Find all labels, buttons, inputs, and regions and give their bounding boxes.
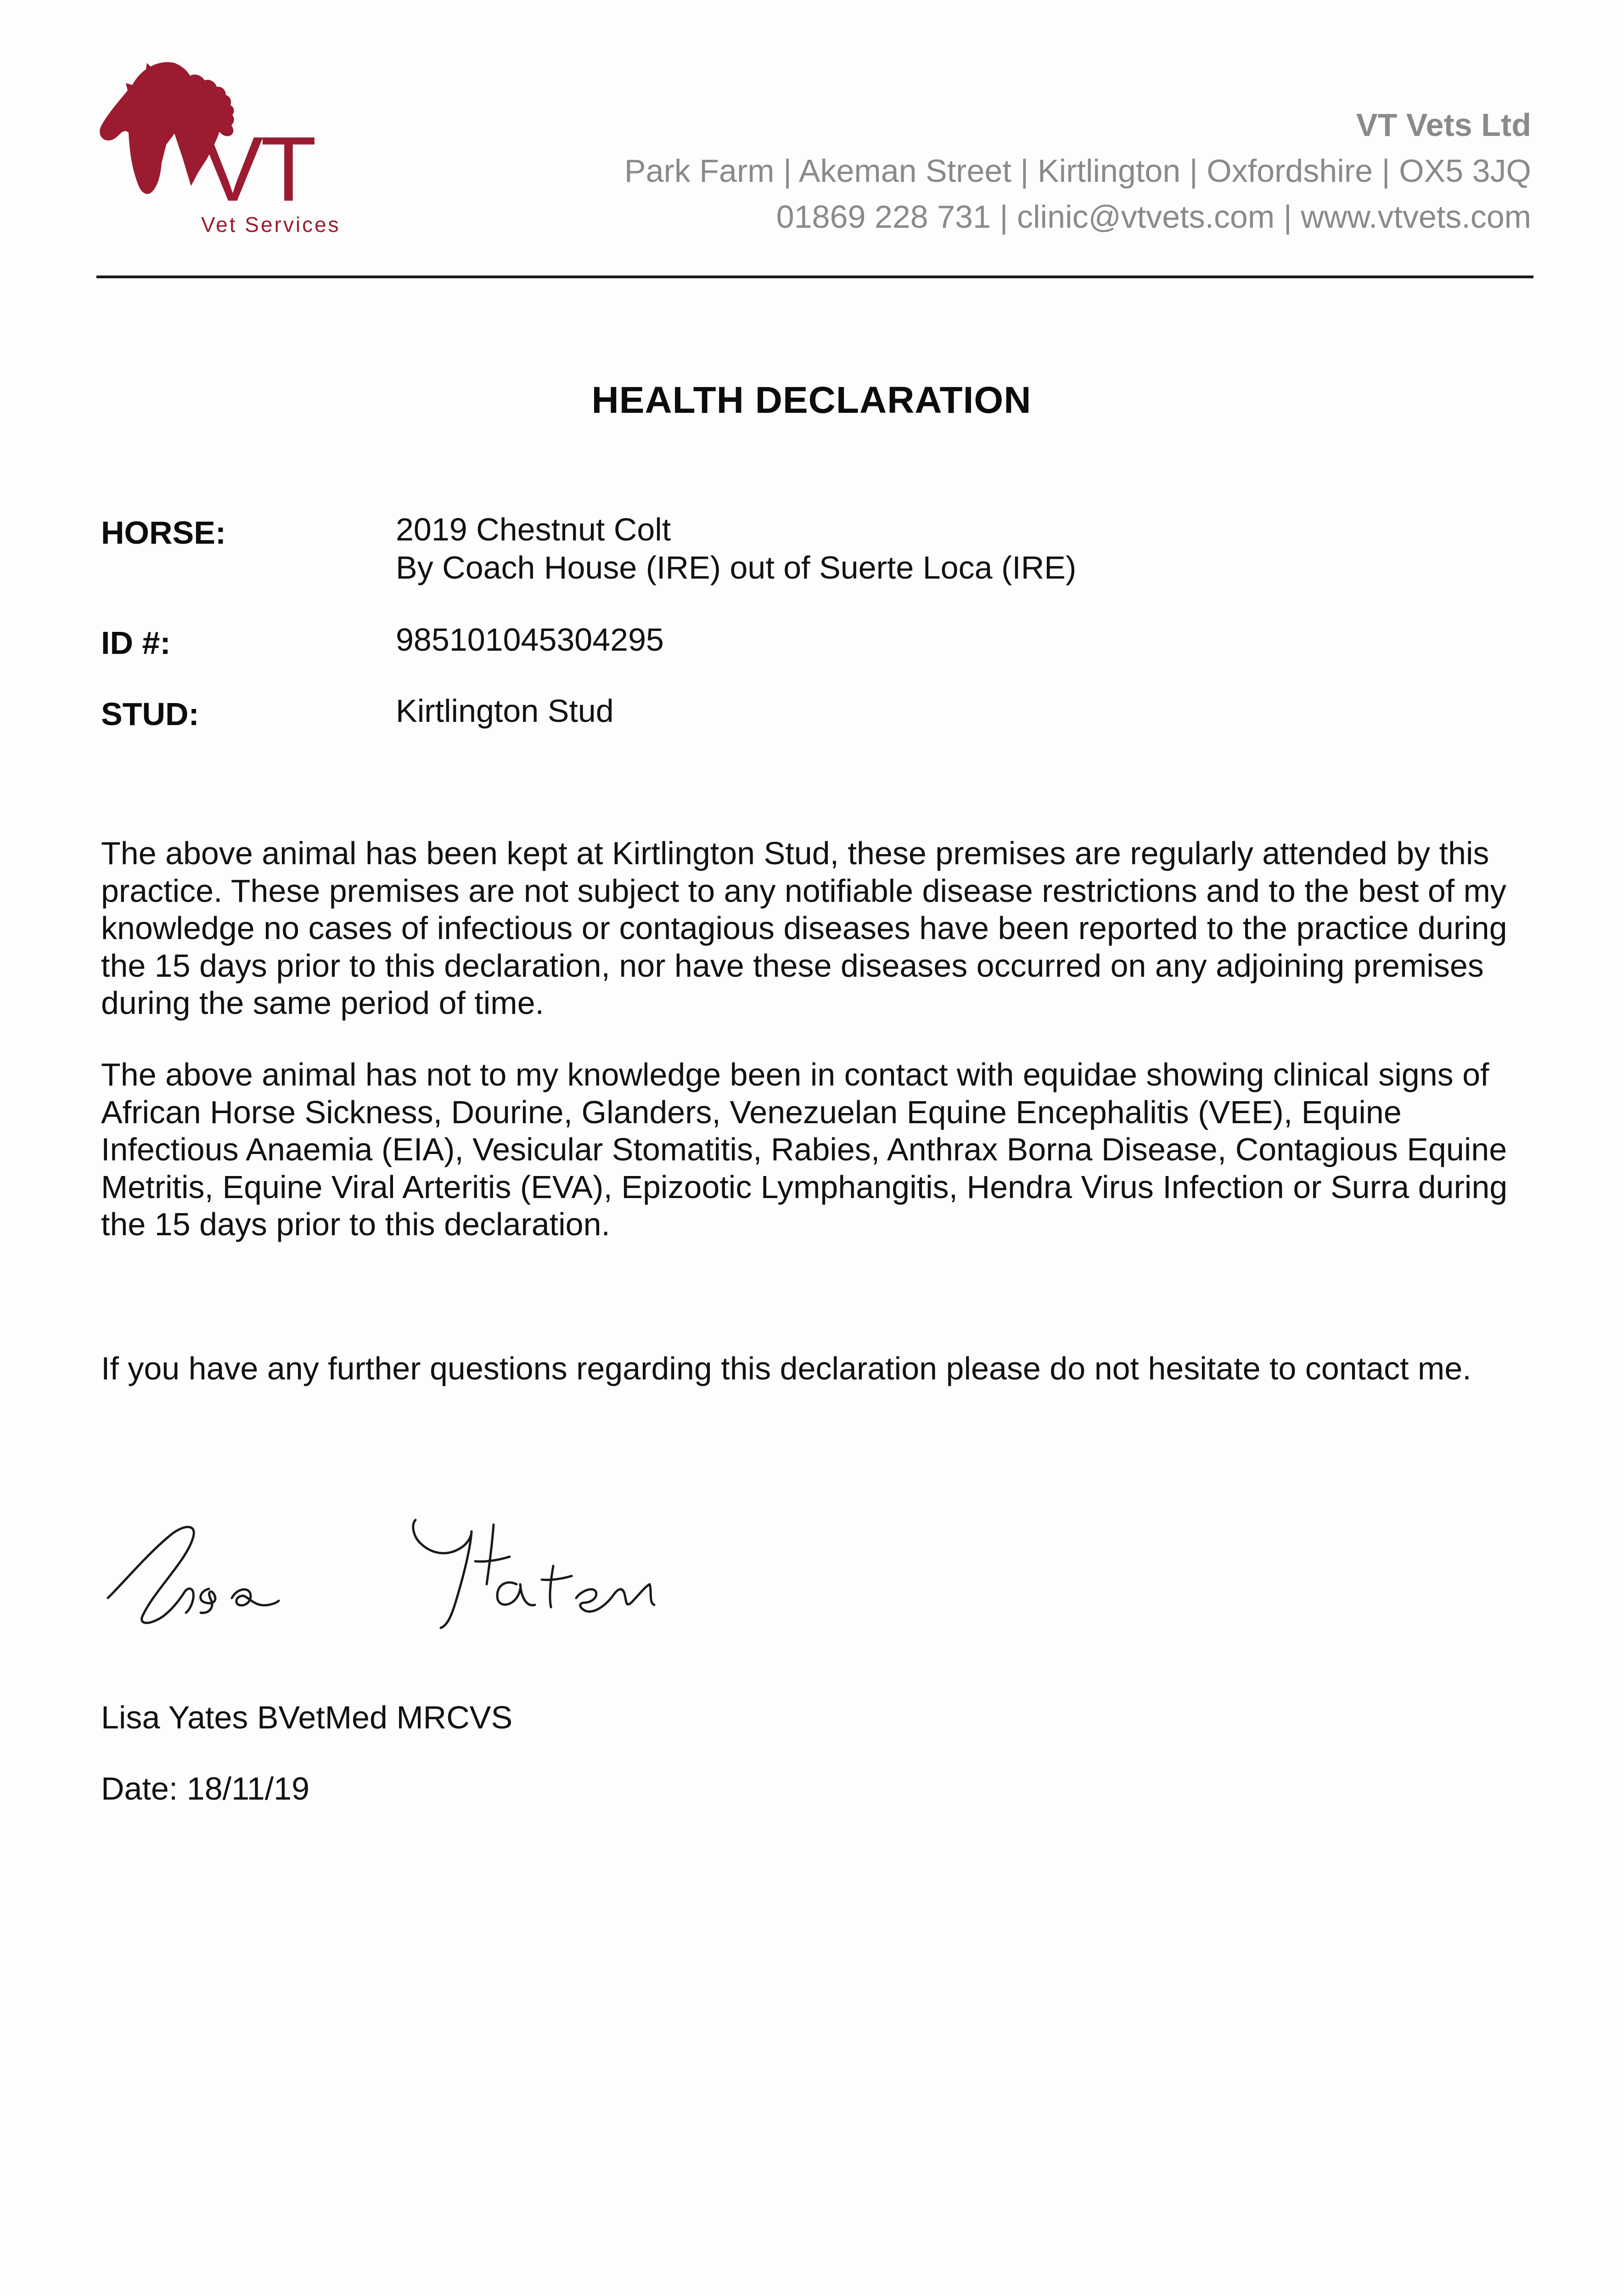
horse-value: [396, 511, 1076, 587]
contact-diseases-paragraph: The above animal has not to my knowledge been in contact with equidae showing clinical signs of African Horse Sickness, Dourine, Glanders, Venezuelan Equine Encephalitis (VEE), Equine Infectious Anaemia (EIA), Vesicular Stomatitis, Rabies, Anthrax Borna Disease, Contagious Equine Metritis, Equine Viral Arteritis (EVA), Epizootic Lymphangitis, Hendra Virus Infection or Surra during the 15 days prior to this declaration.: [101, 1057, 1508, 1242]
svg-text:VT: VT: [202, 118, 314, 220]
stud-value: Kirtlington Stud: [396, 693, 614, 729]
svg-text:Vet Services: Vet Services: [201, 213, 341, 236]
document-title: HEALTH DECLARATION: [591, 379, 1032, 421]
closing-paragraph: If you have any further questions regarding this declaration please do not hesitate to contact me.: [101, 1351, 1471, 1386]
horse-description: 2019 Chestnut Colt: [396, 512, 671, 547]
handwritten-signature: [99, 1511, 714, 1630]
stud-label: STUD:: [101, 696, 199, 732]
company-contact-block: [624, 102, 1531, 240]
id-value: 985101045304295: [396, 622, 664, 658]
horse-label: HORSE:: [101, 515, 226, 551]
header-divider: [96, 276, 1533, 278]
company-contact: 01869 228 731 | clinic@vtvets.com | www.vtvets.com: [776, 199, 1531, 235]
signatory-name: Lisa Yates BVetMed MRCVS: [101, 1699, 513, 1735]
id-label: ID #:: [101, 625, 171, 661]
company-address: Park Farm | Akeman Street | Kirtlington | Oxfordshire | OX5 3JQ: [624, 153, 1531, 189]
premises-paragraph: The above animal has been kept at Kirtlington Stud, these premises are regularly attended by this practice. These premises are not subject to any notifiable disease restrictions and to the best of my knowledge no cases of infectious or contagious diseases have been reported to the practice during the 15 days prior to this declaration, nor have these diseases occurred on any adjoining premises during the same period of time.: [101, 835, 1507, 1021]
company-name: VT Vets Ltd: [1356, 107, 1531, 143]
vt-vet-services-logo: [96, 53, 363, 246]
declaration-date: Date: 18/11/19: [101, 1771, 310, 1806]
horse-pedigree: By Coach House (IRE) out of Suerte Loca (IRE): [396, 550, 1077, 585]
